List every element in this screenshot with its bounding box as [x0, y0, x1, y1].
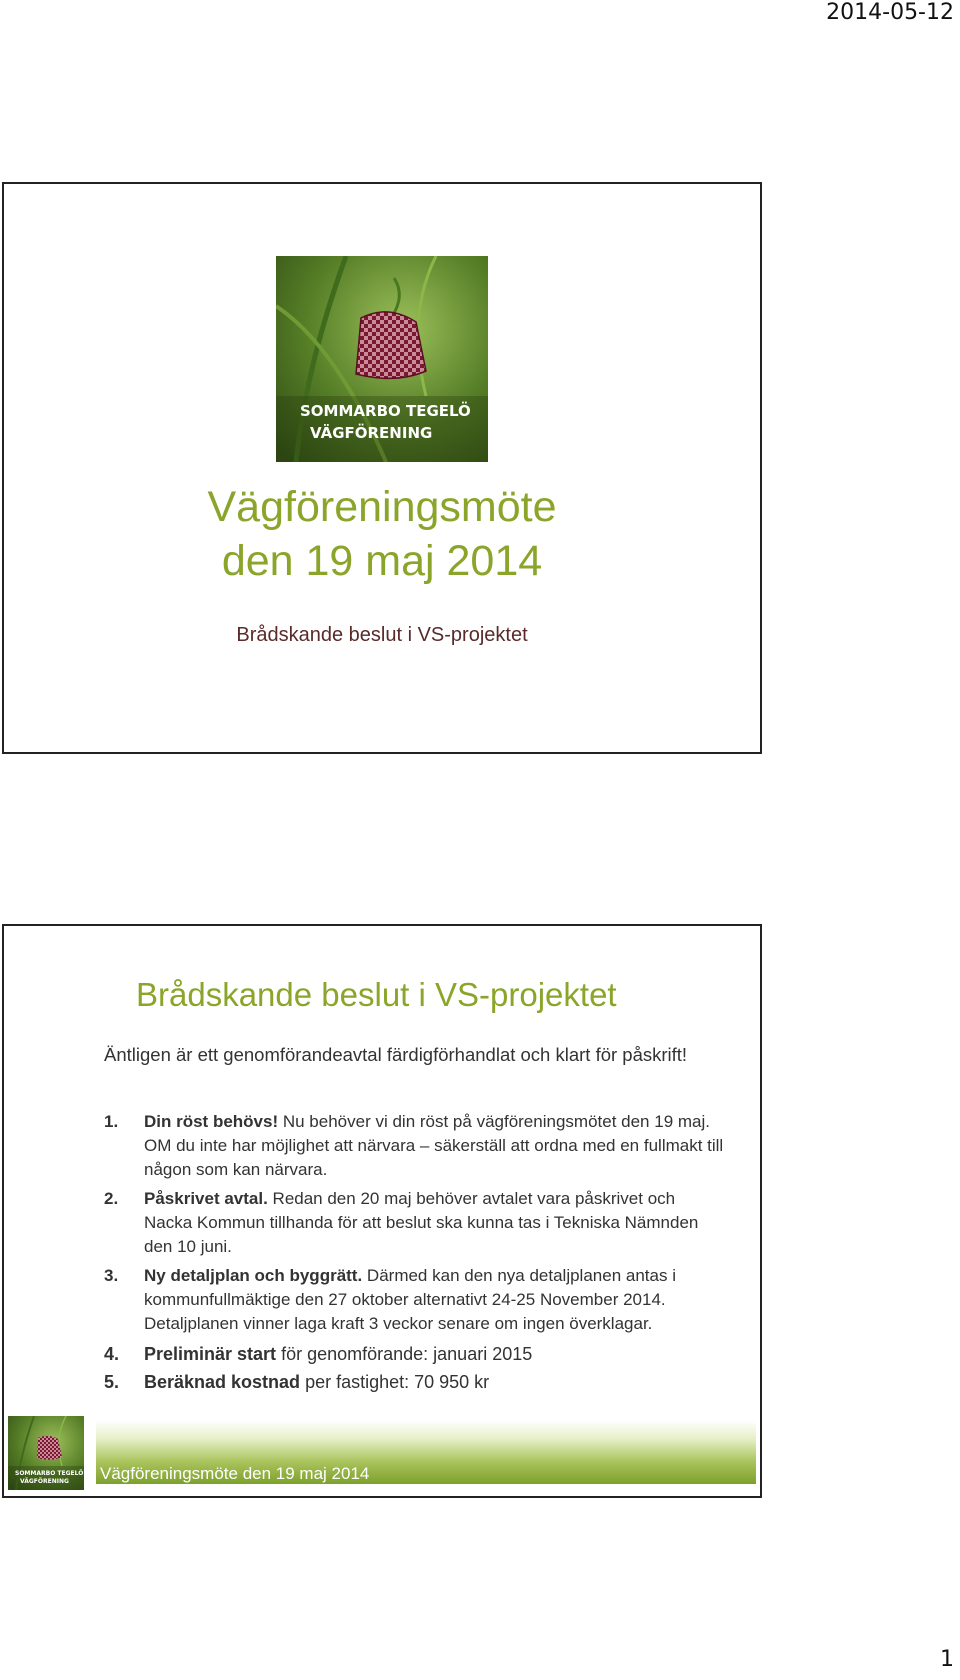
- item-lead: Preliminär start: [144, 1344, 277, 1364]
- page-number: 1: [940, 1647, 954, 1672]
- item-lead: Ny detaljplan och byggrätt.: [144, 1266, 363, 1285]
- item-lead: Påskrivet avtal.: [144, 1189, 268, 1208]
- item-lead: Beräknad kostnad: [144, 1372, 301, 1392]
- page-date: 2014-05-12: [826, 0, 954, 25]
- agenda-item-5: [104, 1369, 724, 1395]
- item-number: 3.: [104, 1266, 119, 1285]
- item-number: 2.: [104, 1189, 119, 1208]
- slide-footer-text: Vägföreningsmöte den 19 maj 2014: [100, 1464, 370, 1483]
- item-text: Redan den 20 maj behöver avtalet vara påskrivet och Nacka Kommun tillhanda för att beslut ska kunna tas i Tekniska Nämnden den 10 juni.: [144, 1189, 699, 1256]
- logo-small-text-line1: SOMMARBO TEGELÖ: [15, 1470, 84, 1477]
- agenda-list: [104, 1110, 724, 1397]
- item-number: 5.: [104, 1372, 120, 1392]
- association-logo-small: [8, 1416, 84, 1490]
- association-logo: [276, 256, 488, 462]
- title-slide: [2, 182, 762, 754]
- item-text: Nu behöver vi din röst på vägföreningsmötet den 19 maj. OM du inte har möjlighet att närvara – säkerställ att ordna med en fullmakt till någon som kan närvara.: [144, 1112, 724, 1179]
- agenda-item-4: [104, 1341, 724, 1367]
- item-text: Därmed kan den nya detaljplanen antas i kommunfullmäktige den 27 oktober alternativt 24-25 November 2014. Detaljplanen vinner laga kraft 3 veckor senare om ingen överklagar.: [144, 1266, 676, 1333]
- slide1-subtitle: Brådskande beslut i VS-projektet: [236, 624, 528, 646]
- logo-small-text-line2: VÄGFÖRENING: [20, 1478, 69, 1485]
- item-number: 1.: [104, 1112, 119, 1131]
- item-number: 4.: [104, 1344, 120, 1364]
- logo-text-line2: VÄGFÖRENING: [310, 424, 433, 442]
- agenda-item-1: [104, 1110, 724, 1182]
- item-text: per fastighet: 70 950 kr: [300, 1372, 490, 1392]
- agenda-slide: [2, 924, 762, 1498]
- logo-text-line1: SOMMARBO TEGELÖ: [300, 402, 471, 420]
- agenda-item-2: [104, 1187, 724, 1259]
- fritillary-flower-image-small: [8, 1416, 84, 1490]
- item-text: för genomförande: januari 2015: [276, 1344, 533, 1364]
- fritillary-flower-image: [276, 256, 488, 462]
- title-line-2: den 19 maj 2014: [221, 537, 543, 585]
- title-line-1: Vägföreningsmöte: [207, 483, 557, 531]
- agenda-item-3: [104, 1264, 724, 1336]
- item-lead: Din röst behövs!: [144, 1112, 279, 1131]
- slide2-intro: Äntligen är ett genomförandeavtal färdigförhandlat och klart för påskrift!: [104, 1044, 688, 1065]
- slide2-title: Brådskande beslut i VS-projektet: [136, 976, 617, 1013]
- slide1-title: [4, 480, 760, 588]
